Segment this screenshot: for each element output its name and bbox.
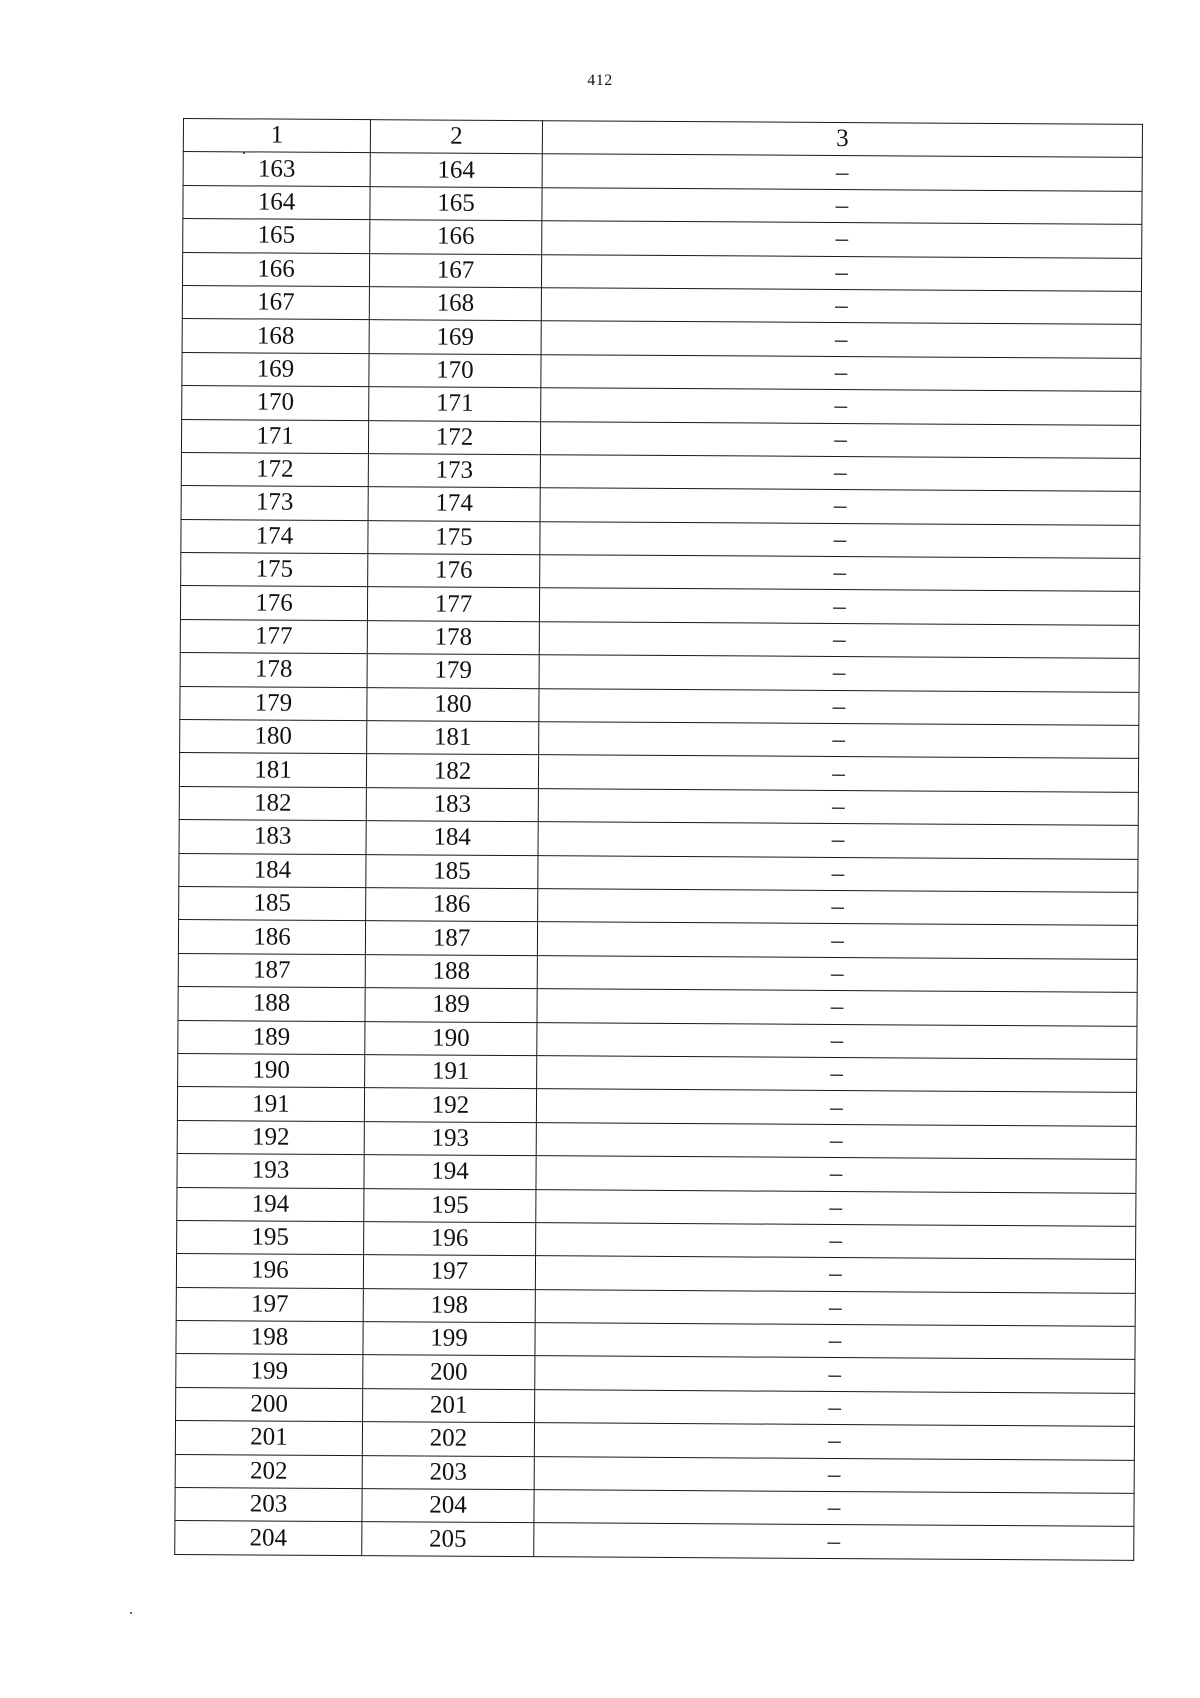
table-cell-col-3: –	[535, 1289, 1135, 1326]
table-cell-col-3: –	[541, 354, 1141, 391]
table-cell-col-3: –	[540, 555, 1140, 592]
scan-speck	[130, 1612, 132, 1614]
table-cell-col-1: 199	[176, 1354, 363, 1389]
table-cell-col-2: 187	[365, 921, 537, 955]
table-cell-col-3: –	[536, 1189, 1136, 1226]
table-cell-col-3: –	[538, 855, 1138, 892]
table-cell-col-3: –	[541, 254, 1141, 291]
table-cell-col-1: 163	[183, 152, 370, 187]
table-cell-col-2: 199	[363, 1322, 535, 1356]
table-cell-col-2: 193	[364, 1121, 536, 1155]
table-cell-col-2: 182	[366, 754, 538, 788]
table-cell-col-2: 185	[366, 854, 538, 888]
table-cell-col-1: 196	[176, 1254, 363, 1289]
table-cell-col-1: 182	[179, 786, 366, 821]
table-cell-col-1: 184	[179, 853, 366, 888]
table-cell-col-1: 189	[178, 1020, 365, 1055]
table-cell-col-2: 188	[365, 954, 537, 988]
table-cell-col-2: 181	[367, 721, 539, 755]
table-cell-col-3: –	[542, 154, 1142, 191]
table-cell-col-3: –	[540, 488, 1140, 525]
table-cell-col-1: 177	[180, 619, 367, 654]
table-cell-col-3: –	[538, 788, 1138, 825]
table-cell-col-1: 170	[182, 386, 369, 421]
table-cell-col-3: –	[534, 1456, 1134, 1493]
table-cell-col-3: –	[539, 688, 1139, 725]
table-cell-col-3: –	[541, 321, 1141, 358]
table-cell-col-1: 187	[178, 953, 365, 988]
table-cell-col-3: –	[540, 421, 1140, 458]
table-cell-col-3: –	[541, 288, 1141, 325]
table-cell-col-1: 172	[181, 452, 368, 487]
table-cell-col-1: 173	[181, 486, 368, 521]
page-number: 412	[587, 72, 613, 89]
table-cell-col-3: –	[542, 187, 1142, 224]
table-cell-col-3: –	[540, 455, 1140, 492]
table-cell-col-1: 176	[180, 586, 367, 621]
table-cell-col-3: –	[538, 889, 1138, 926]
table-cell-col-2: 178	[367, 620, 539, 654]
table-cell-col-1: 178	[180, 653, 367, 688]
table-cell-col-2: 203	[362, 1455, 534, 1489]
table-cell-col-2: 168	[369, 287, 541, 321]
table-cell-col-1: 188	[178, 987, 365, 1022]
table-cell-col-1: 192	[177, 1120, 364, 1155]
table-cell-col-3: –	[537, 955, 1137, 992]
table-cell-col-2: 165	[370, 186, 542, 220]
table-cell-col-3: –	[539, 588, 1139, 625]
table-cell-col-2: 197	[363, 1255, 535, 1289]
table-cell-col-2: 202	[362, 1422, 534, 1456]
table-cell-col-2: 174	[368, 487, 540, 521]
table-cell-col-1: 167	[182, 285, 369, 320]
table-cell-col-2: 184	[366, 821, 538, 855]
table-cell-col-1: 197	[176, 1287, 363, 1322]
table-cell-col-3: –	[539, 655, 1139, 692]
table-cell-col-1: 193	[177, 1154, 364, 1189]
table-cell-col-3: –	[538, 822, 1138, 859]
table-cell-col-2: 205	[362, 1522, 534, 1556]
table-cell-col-1: 186	[178, 920, 365, 955]
header-cell-2: 2	[370, 120, 542, 154]
table-cell-col-3: –	[539, 722, 1139, 759]
table-cell-col-1: 174	[181, 519, 368, 554]
table-cell-col-3: –	[541, 388, 1141, 425]
table-cell-col-3: –	[536, 1122, 1136, 1159]
data-table	[174, 118, 1143, 1561]
table-cell-col-2: 173	[368, 454, 540, 488]
table-cell-col-2: 183	[366, 787, 538, 821]
table-cell-col-1: 181	[179, 753, 366, 788]
table-cell-col-2: 170	[369, 353, 541, 387]
table-cell-col-1: 169	[182, 352, 369, 387]
table-cell-col-3: –	[536, 1089, 1136, 1126]
table-cell-col-2: 204	[362, 1489, 534, 1523]
table-cell-col-3: –	[539, 622, 1139, 659]
table-cell-col-2: 195	[364, 1188, 536, 1222]
table-cell-col-2: 194	[364, 1155, 536, 1189]
table-cell-col-1: 171	[181, 419, 368, 454]
table-cell-col-1: 168	[182, 319, 369, 354]
header-cell-1: 1	[183, 119, 370, 154]
table-cell-col-3: –	[535, 1323, 1135, 1360]
table-cell-col-1: 198	[176, 1321, 363, 1356]
table-cell-col-2: 180	[367, 687, 539, 721]
table-cell-col-2: 167	[369, 253, 541, 287]
table-cell-col-3: –	[540, 521, 1140, 558]
table-cell-col-2: 164	[370, 153, 542, 187]
table-row	[175, 1521, 1134, 1560]
table-cell-col-1: 185	[179, 886, 366, 921]
table-cell-col-2: 177	[367, 587, 539, 621]
table-cell-col-1: 175	[181, 553, 368, 588]
table-cell-col-2: 201	[363, 1388, 535, 1422]
table-cell-col-2: 190	[365, 1021, 537, 1055]
table-cell-col-1: 200	[176, 1387, 363, 1422]
table-body	[175, 152, 1143, 1560]
table-cell-col-3: –	[534, 1490, 1134, 1527]
scan-speck	[243, 152, 245, 154]
table-cell-col-1: 194	[177, 1187, 364, 1222]
table-cell-col-2: 171	[369, 387, 541, 421]
table-cell-col-2: 198	[363, 1288, 535, 1322]
table-cell-col-1: 201	[175, 1421, 362, 1456]
table-cell-col-1: 203	[175, 1487, 362, 1522]
table-cell-col-3: –	[537, 1056, 1137, 1093]
table-cell-col-1: 179	[180, 686, 367, 721]
table-cell-col-1: 204	[175, 1521, 362, 1556]
table-cell-col-2: 196	[364, 1222, 536, 1256]
table-cell-col-2: 189	[365, 988, 537, 1022]
table-cell-col-1: 195	[177, 1220, 364, 1255]
table-cell-col-3: –	[537, 922, 1137, 959]
table-cell-col-1: 165	[183, 219, 370, 254]
table-cell-col-3: –	[535, 1356, 1135, 1393]
table-cell-col-3: –	[536, 1223, 1136, 1260]
table-cell-col-2: 176	[368, 554, 540, 588]
table-cell-col-1: 190	[178, 1053, 365, 1088]
table-cell-col-1: 164	[183, 185, 370, 220]
table-cell-col-3: –	[536, 1156, 1136, 1193]
table-cell-col-2: 175	[368, 520, 540, 554]
table-cell-col-2: 172	[368, 420, 540, 454]
table-cell-col-1: 166	[182, 252, 369, 287]
table-cell-col-3: –	[535, 1390, 1135, 1427]
table-cell-col-3: –	[537, 1022, 1137, 1059]
table-cell-col-1: 191	[177, 1087, 364, 1122]
table-cell-col-3: –	[542, 221, 1142, 258]
table-cell-col-3: –	[538, 755, 1138, 792]
table-cell-col-2: 166	[370, 220, 542, 254]
table-cell-col-2: 169	[369, 320, 541, 354]
table-cell-col-1: 202	[175, 1454, 362, 1489]
table-cell-col-2: 179	[367, 654, 539, 688]
table-cell-col-3: –	[534, 1523, 1134, 1560]
table-cell-col-3: –	[534, 1423, 1134, 1460]
table-cell-col-1: 180	[180, 720, 367, 755]
table-cell-col-2: 191	[365, 1055, 537, 1089]
table-cell-col-3: –	[537, 989, 1137, 1026]
table-cell-col-3: –	[535, 1256, 1135, 1293]
table-cell-col-1: 183	[179, 820, 366, 855]
table-cell-col-2: 200	[363, 1355, 535, 1389]
header-cell-3: 3	[542, 121, 1142, 158]
table-cell-col-2: 186	[366, 888, 538, 922]
table-cell-col-2: 192	[364, 1088, 536, 1122]
